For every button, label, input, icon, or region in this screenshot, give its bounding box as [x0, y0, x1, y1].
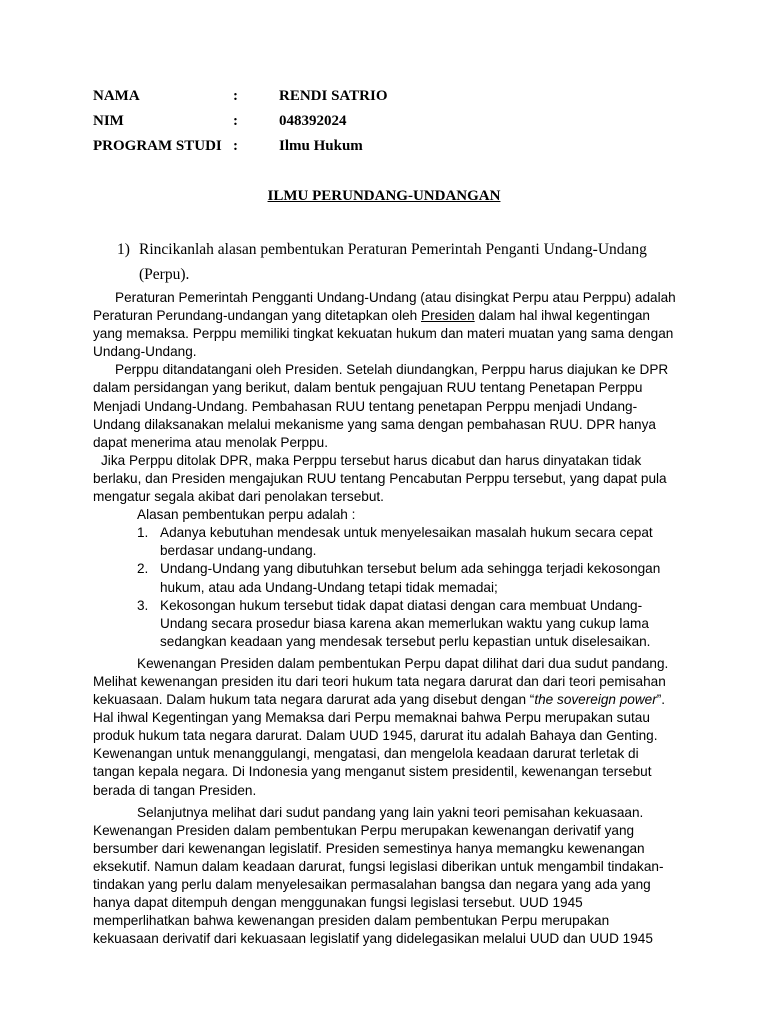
paragraph-text: Kewenangan Presiden dalam pembentukan Perpu dapat dilihat dari dua sudut pandang. Melihat kewenangan presiden itu dari teori hukum tata negara darurat dan dari teori pemisahan kekuasaan. Dalam hukum tata negara darurat ada yang disebut dengan “ — [93, 655, 669, 708]
alasan-intro: Alasan pembentukan perpu adalah : — [137, 507, 356, 523]
presiden-link[interactable]: Presiden — [421, 308, 475, 324]
identity-value: Ilmu Hukum — [279, 138, 363, 154]
paragraph-rejection: Jika Perppu ditolak DPR, maka Perppu tersebut harus dicabut dan harus dinyatakan tidak berlaku, dan Presiden mengajukan RUU tentang Pencabutan Perppu tersebut, yang dapat pula mengatur segala akibat dari penolakan tersebut. — [93, 452, 667, 505]
identity-label: NIM — [93, 113, 124, 129]
list-item — [93, 524, 678, 560]
list-item — [93, 597, 678, 651]
question-number: 1) — [117, 241, 130, 258]
identity-label: PROGRAM STUDI — [93, 138, 222, 154]
paragraph-separation-of-powers: Selanjutnya melihat dari sudut pandang yang lain yakni teori pemisahan kekuasaan. Kewenangan Presiden dalam pembentukan Perpu merupakan kewenangan derivatif yang bersumber dari kewenangan legislatif. Presiden semestinya hanya memangku kewenangan eksekutif. Namun dalam keadaan darurat, fungsi legislasi diberikan untuk mengambil tindakan-tindakan yang perlu dalam menyelesaikan permasalahan bangsa dan negara yang ada yang hanya dapat ditempuh dengan menggunakan fungsi legislasi tersebut. UUD 1945 memperlihatkan bahwa kewenangan presiden dalam pembentukan Perpu merupakan kekuasaan derivatif dari kekuasaan legislatif yang didelegasikan melalui UUD dan UUD 1945 — [93, 804, 664, 947]
document-title: ILMU PERUNDANG-UNDANGAN — [267, 188, 501, 204]
identity-colon: : — [233, 113, 238, 129]
question-text: Rincikanlah alasan pembentukan Peraturan Pemerintah Penganti Undang-Undang (Perpu). — [139, 241, 647, 283]
paragraph-procedure: Perppu ditandatangani oleh Presiden. Setelah diundangkan, Perppu harus diajukan ke DPR dalam persidangan yang berikut, dalam bentuk pengajuan RUU tentang Penetapan Perppu Menjadi Undang-Undang. Pembahasan RUU tentang penetapan Perppu menjadi Undang-Undang dilaksanakan melalui mekanisme yang sama dengan pembahasan RUU. DPR hanya dapat menerima atau menolak Perppu. — [93, 362, 669, 450]
identity-label: NAMA — [93, 88, 140, 104]
identity-colon: : — [233, 138, 238, 154]
italic-term: the sovereign power — [534, 692, 657, 708]
paragraph-text: dalam hal ihwal kegentingan yang memaksa. Perppu memiliki tingkat kekuatan hukum dan materi muatan yang sama dengan Undang-Undang. — [93, 308, 674, 360]
paragraph-text: ”. Hal ihwal Kegentingan yang Memaksa dari Perpu memaknai bahwa Perpu merupakan sutau produk hukum tata negara darurat. Dalam UUD 1945, darurat itu adalah Bahaya dan Genting. Kewenangan untuk menanggulangi, mengatasi, dan mengelola keadaan darurat terletak di tangan kepala negara. Di Indonesia yang menganut sistem presidentil, kewenangan tersebut berada di tangan Presiden. — [93, 692, 666, 798]
list-item — [93, 560, 678, 596]
list-number: 1. — [137, 525, 149, 541]
answer-body — [93, 289, 678, 948]
list-number: 3. — [137, 597, 149, 613]
identity-value: 048392024 — [279, 113, 347, 129]
paragraph-text: Peraturan Pemerintah Pengganti Undang-Undang (atau disingkat Perpu atau Perppu) adalah Peraturan Perundang-undangan yang ditetapkan oleh — [93, 290, 676, 324]
alasan-list — [93, 524, 678, 651]
list-text: Undang-Undang yang dibutuhkan tersebut belum ada sehingga terjadi kekosongan hukum, atau ada Undang-Undang tetapi tidak memadai; — [160, 561, 661, 595]
list-text: Adanya kebutuhan mendesak untuk menyelesaikan masalah hukum secara cepat berdasar undang-undang. — [160, 525, 653, 559]
identity-colon: : — [233, 88, 238, 104]
identity-value: RENDI SATRIO — [279, 88, 388, 104]
paragraph-authority — [93, 655, 678, 800]
paragraph-definition — [93, 289, 678, 361]
list-text: Kekosongan hukum tersebut tidak dapat diatasi dengan cara membuat Undang-Undang secara prosedur biasa karena akan memerlukan waktu yang cukup lama sedangkan keadaan yang mendesak tersebut perlu kepastian untuk diselesaikan. — [160, 597, 651, 649]
list-number: 2. — [137, 561, 149, 577]
